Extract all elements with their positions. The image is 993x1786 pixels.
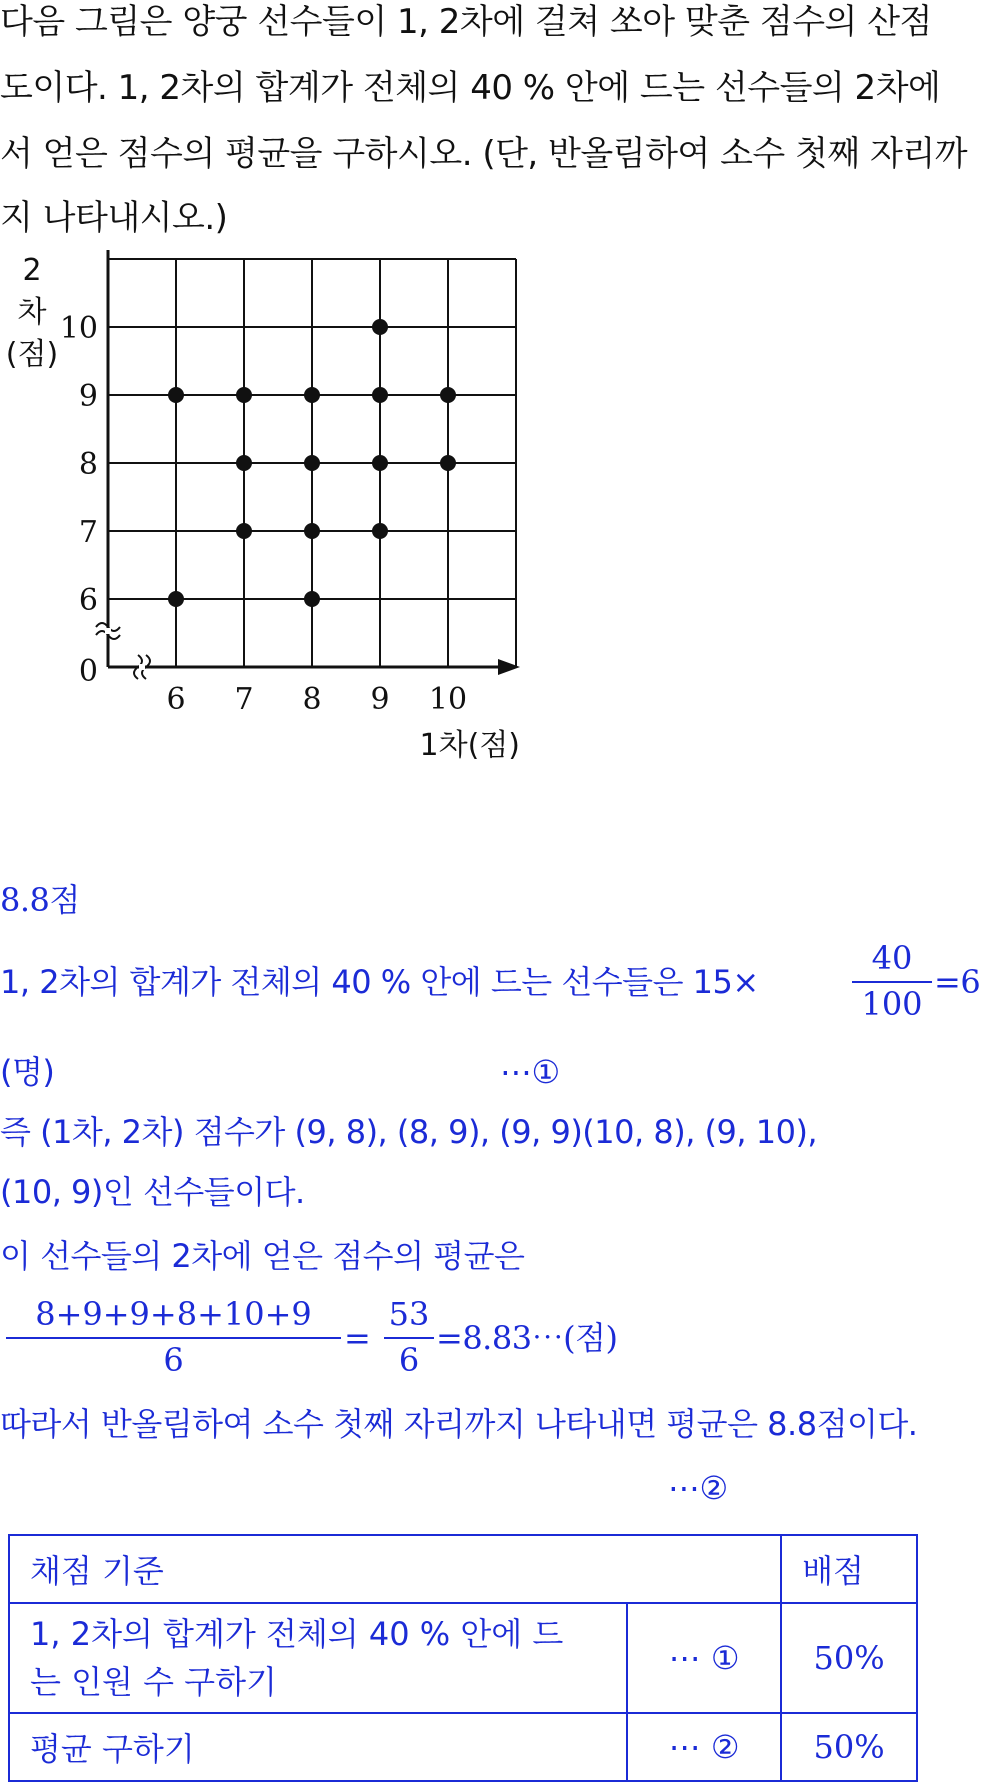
scatter-point	[304, 387, 320, 403]
step-1-marker: ⋯①	[500, 1053, 560, 1091]
answer-line-4: (10, 9)인 선수들이다.	[0, 1173, 305, 1211]
fraction-numerator: 53	[388, 1295, 430, 1333]
y-tick-label: 10	[59, 311, 98, 346]
rubric-criteria-line: 1, 2차의 합계가 전체의 40 % 안에 드	[30, 1615, 564, 1653]
rubric-row	[9, 1603, 917, 1713]
scatter-point	[168, 591, 184, 607]
scatter-point	[372, 319, 388, 335]
y-tick-label: 8	[78, 447, 98, 482]
scatter-point	[236, 387, 252, 403]
rubric-criteria-cell	[9, 1603, 627, 1713]
y-tick-label: 6	[78, 583, 98, 618]
fraction-denominator: 6	[163, 1341, 184, 1379]
fraction-40-100	[852, 940, 932, 1030]
rubric-step-cell: ⋯ ②	[627, 1713, 781, 1781]
x-tick-label: 9	[370, 682, 390, 717]
y-tick-label: 9	[78, 379, 98, 414]
plot-labels	[6, 253, 520, 763]
rubric-row	[9, 1713, 917, 1781]
rubric-header-row	[9, 1535, 917, 1603]
x-tick-label: 8	[302, 682, 322, 717]
scatter-point	[372, 455, 388, 471]
equals-sign: =	[344, 1319, 371, 1357]
answer-line-1	[0, 962, 759, 1002]
scatter-point	[440, 455, 456, 471]
y-tick-label: 7	[78, 515, 98, 550]
answer-line-7: 따라서 반올림하여 소수 첫째 자리까지 나타내면 평균은 8.8점이다.	[0, 1405, 918, 1443]
x-tick-label: 7	[234, 682, 254, 717]
x-tick-label: 6	[166, 682, 186, 717]
question-line-4: 지 나타내시오.)	[0, 198, 228, 238]
scatter-point	[304, 455, 320, 471]
answer-line-1-end: =6	[934, 963, 981, 1001]
scatter-point	[304, 523, 320, 539]
fraction-denominator: 6	[398, 1341, 420, 1379]
scatter-plot	[0, 250, 540, 770]
fraction-bar	[384, 1337, 434, 1339]
rubric-header-criteria: 채점 기준	[9, 1535, 781, 1603]
y-axis-break-gap	[105, 628, 111, 634]
fraction-53-6	[384, 1296, 434, 1386]
fraction-sum	[6, 1296, 341, 1386]
scatter-point	[440, 387, 456, 403]
rubric-header-points: 배점	[781, 1535, 917, 1603]
scatter-point	[372, 387, 388, 403]
answer-line-5: 이 선수들의 2차에 얻은 점수의 평균은	[0, 1237, 525, 1275]
rubric-criteria-cell: 평균 구하기	[9, 1713, 627, 1781]
scatter-point	[304, 591, 320, 607]
rubric-points-cell: 50%	[781, 1603, 917, 1713]
fraction-denominator: 100	[861, 985, 923, 1023]
equation-result: =8.83⋯(점)	[436, 1319, 618, 1357]
y-axis-label: (점)	[5, 337, 59, 372]
scatter-point	[236, 523, 252, 539]
answer-result: 8.8점	[0, 881, 80, 919]
scatter-point	[372, 523, 388, 539]
question-line-3: 서 얻은 점수의 평균을 구하시오. (단, 반올림하여 소수 첫째 자리까	[0, 134, 968, 174]
answer-line-3: 즉 (1차, 2차) 점수가 (9, 8), (8, 9), (9, 9)(10, 8), (9, 10),	[0, 1113, 818, 1151]
question-line-1: 다음 그림은 양궁 선수들이 1, 2차에 걸쳐 쏘아 맞춘 점수의 산점	[0, 2, 932, 42]
x-axis-label: 1차(점)	[419, 728, 520, 763]
answer-line-2: (명)	[0, 1053, 55, 1091]
rubric-points-cell: 50%	[781, 1713, 917, 1781]
x-axis-break-gap	[139, 664, 145, 670]
rubric-step-cell: ⋯ ①	[627, 1603, 781, 1713]
fraction-bar	[6, 1337, 341, 1339]
scatter-point	[168, 387, 184, 403]
rubric-criteria-line: 는 인원 수 구하기	[30, 1663, 277, 1701]
x-tick-label: 10	[428, 682, 468, 717]
fraction-numerator: 8+9+9+8+10+9	[35, 1295, 312, 1333]
scoring-rubric-table	[8, 1534, 918, 1782]
scatter-point	[236, 455, 252, 471]
question-line-2: 도이다. 1, 2차의 합계가 전체의 40 % 안에 드는 선수들의 2차에	[0, 68, 941, 108]
step-2-marker: ⋯②	[668, 1469, 728, 1507]
fraction-numerator: 40	[871, 939, 913, 977]
y-axis-label: 2	[22, 253, 42, 288]
fraction-bar	[852, 981, 932, 983]
y-axis-label: 차	[17, 295, 47, 330]
origin-label: 0	[78, 654, 98, 689]
answer-line-1-text: 1, 2차의 합계가 전체의 40 % 안에 드는 선수들은 15×	[0, 963, 759, 1001]
